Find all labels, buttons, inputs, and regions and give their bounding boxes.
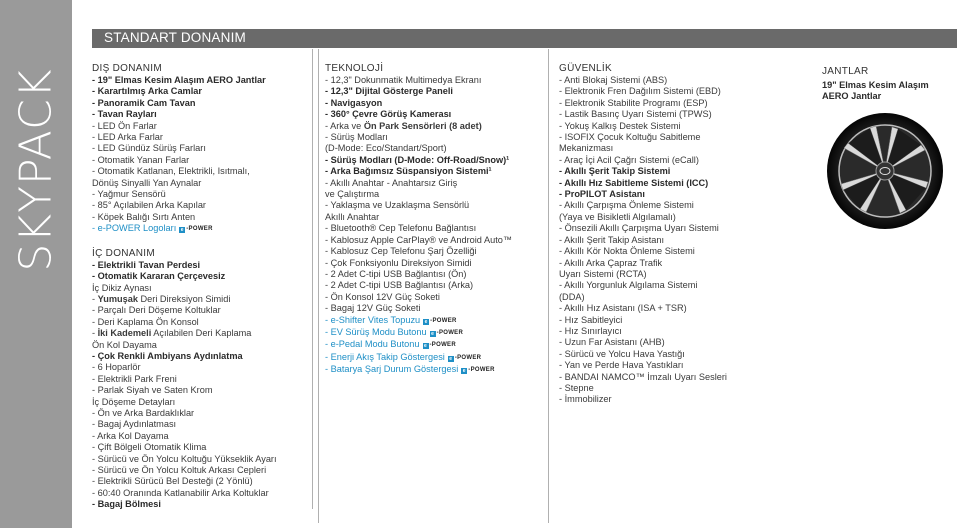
feature-item: - Parçalı Deri Döşeme Koltuklar <box>92 305 221 316</box>
feature-item: - Araç İçi Acil Çağrı Sistemi (eCall) <box>559 154 699 165</box>
feature-item: - Sürücü ve Yolcu Hava Yastığı <box>559 348 685 359</box>
feature-item: İç Dikiz Aynası <box>92 282 152 293</box>
feature-item: - Kablosuz Cep Telefonu Şarj Özelliği <box>325 246 477 257</box>
feature-emphasis: Ön Park Sensörleri (8 adet) <box>363 120 482 131</box>
technology-heading: TEKNOLOJİ <box>325 63 384 74</box>
feature-item: - ProPILOT Asistanı <box>559 189 645 200</box>
feature-item: - Enerji Akış Takip Göstergesi e -POWER <box>325 352 547 364</box>
feature-item: - Yağmur Sensörü <box>92 189 166 200</box>
feature-item: - Yokuş Kalkış Destek Sistemi <box>559 120 681 131</box>
exterior-list <box>92 75 312 236</box>
feature-item: - e-Shifter Vites Topuzu e -POWER <box>325 315 547 327</box>
feature-item: (D-Mode: Eco/Standart/Sport) <box>325 143 447 154</box>
feature-item: - Sürücü ve Ön Yolcu Koltuğu Yükseklik Ayarı <box>92 453 277 464</box>
feature-item: - Elektronik Stabilite Programı (ESP) <box>559 97 708 108</box>
feature-item: - Otomatik Kararan Çerçevesiz <box>92 271 226 282</box>
feature-item: - Otomatik Yanan Farlar <box>92 154 190 165</box>
feature-item: - 2 Adet C-tipi USB Bağlantısı (Ön) <box>325 268 467 279</box>
rims-line-2: AERO Jantlar <box>822 91 882 102</box>
feature-item: Mekanizması <box>559 143 614 154</box>
banner-title: STANDART DONANIM <box>104 30 246 45</box>
epower-logo-icon: e <box>424 318 428 325</box>
interior-list <box>92 260 312 511</box>
rims-heading: JANTLAR <box>822 66 869 77</box>
feature-item: - Bagaj 12V Güç Soketi <box>325 303 421 314</box>
feature-item: - 12,3" Dokunmatik Multimedya Ekranı <box>325 75 482 85</box>
feature-item: İç Döşeme Detayları <box>92 396 176 407</box>
feature-item: - Arka Bağımsız Süspansiyon Sistemi¹ <box>325 166 492 177</box>
feature-item: - 6 Hoparlör <box>92 362 141 373</box>
feature-item: - Elektrikli Tavan Perdesi <box>92 259 201 270</box>
feature-item: - Otomatik Katlanan, Elektrikli, Isıtmalı, <box>92 166 250 177</box>
feature-item: - Anti Blokaj Sistemi (ABS) <box>559 75 668 85</box>
epower-logo-icon: e <box>449 355 453 362</box>
feature-emphasis: Yumuşak <box>97 293 138 304</box>
epower-badge: e -POWER <box>180 226 213 234</box>
feature-item: - LED Arka Farlar <box>92 132 163 143</box>
feature-item: - Elektronik Fren Dağılım Sistemi (EBD) <box>559 86 721 97</box>
feature-item: - İmmobilizer <box>559 394 612 405</box>
feature-item: - Akıllı Hız Sabitleme Sistemi (ICC) <box>559 177 709 188</box>
feature-item: - e-Pedal Modu Butonu e -POWER <box>325 339 547 351</box>
feature-item: - Akıllı Kör Nokta Önleme Sistemi <box>559 246 695 257</box>
feature-item: - Lastik Basınç Uyarı Sistemi (TPWS) <box>559 109 712 120</box>
feature-item: - Hız Sabitleyici <box>559 314 623 325</box>
epower-logo-icon: e <box>431 330 435 337</box>
feature-item: - Navigasyon <box>325 97 383 108</box>
feature-item: - Yumuşak Deri Direksiyon Simidi <box>92 293 231 304</box>
feature-item: (DDA) <box>559 291 585 302</box>
feature-item: - Parlak Siyah ve Saten Krom <box>92 385 213 396</box>
feature-item: - LED Gündüz Sürüş Farları <box>92 143 206 154</box>
feature-item: Dönüş Sinyalli Yan Aynalar <box>92 177 202 188</box>
feature-item: - Akıllı Anahtar - Anahtarsız Giriş <box>325 177 458 188</box>
feature-item: - Deri Kaplama Ön Konsol <box>92 316 199 327</box>
epower-badge: e -POWER <box>424 317 457 325</box>
feature-item: - Tavan Rayları <box>92 109 157 120</box>
epower-logo-icon: e <box>462 368 466 375</box>
feature-item: Uyarı Sistemi (RCTA) <box>559 268 647 279</box>
rims-section <box>822 66 952 103</box>
column-exterior-interior <box>92 63 312 511</box>
feature-item: - Hız Sınırlayıcı <box>559 325 622 336</box>
feature-item: - Kablosuz Apple CarPlay® ve Android Auto™ <box>325 234 513 245</box>
feature-item: - ISOFIX Çocuk Koltuğu Sabitleme <box>559 132 701 143</box>
feature-item: - Stepne <box>559 382 594 393</box>
feature-item: - İki Kademeli Açılabilen Deri Kaplama <box>92 328 252 339</box>
feature-item: - Panoramik Cam Tavan <box>92 97 196 108</box>
feature-item: - 12,3" Dijital Gösterge Paneli <box>325 86 453 97</box>
feature-item: - Karartılmış Arka Camlar <box>92 86 202 97</box>
feature-item: - BANDAI NAMCO™ İmzalı Uyarı Sesleri <box>559 371 727 382</box>
exterior-heading: DIŞ DONANIM <box>92 63 162 74</box>
feature-item: - Akıllı Şerit Takip Asistanı <box>559 234 665 245</box>
feature-item: - Arka ve Ön Park Sensörleri (8 adet) <box>325 120 482 131</box>
feature-emphasis: İki Kademeli <box>97 328 152 339</box>
feature-item: - Akıllı Arka Çapraz Trafik <box>559 257 663 268</box>
feature-item: - Ön Konsol 12V Güç Soketi <box>325 291 440 302</box>
feature-item: - Bagaj Aydınlatması <box>92 419 177 430</box>
feature-item: - Bagaj Bölmesi <box>92 499 161 510</box>
feature-item: - 60:40 Oranında Katlanabilir Arka Koltuklar <box>92 487 269 498</box>
epower-badge: e -POWER <box>462 367 495 375</box>
wheel-image <box>826 112 944 230</box>
side-panel <box>0 0 72 528</box>
feature-item: - Elektrikli Sürücü Bel Desteği (2 Yönlü) <box>92 476 253 487</box>
safety-list <box>559 75 769 406</box>
epower-logo-icon: e <box>423 343 428 350</box>
column-divider <box>312 49 313 509</box>
feature-item: - Sürüş Modları <box>325 132 388 143</box>
epower-badge: e -POWER <box>423 342 456 350</box>
feature-item: - Akıllı Yorgunluk Algılama Sistemi <box>559 280 698 291</box>
feature-item: - Çift Bölgeli Otomatik Klima <box>92 442 207 453</box>
feature-item: - Sürüş Modları (D-Mode: Off-Road/Snow)¹ <box>325 154 510 165</box>
feature-item: - 360° Çevre Görüş Kamerası <box>325 109 452 120</box>
feature-item: - Çok Renkli Ambiyans Aydınlatma <box>92 350 243 361</box>
feature-item: - 85° Açılabilen Arka Kapılar <box>92 200 206 211</box>
feature-item: - Akıllı Çarpışma Önleme Sistemi <box>559 200 694 211</box>
feature-item: - Akıllı Şerit Takip Sistemi <box>559 166 671 177</box>
feature-item: - Batarya Şarj Durum Göstergesi e -POWER <box>325 364 547 376</box>
feature-item: ve Çalıştırma <box>325 189 380 200</box>
feature-item: - Köpek Balığı Sırtı Anten <box>92 211 196 222</box>
feature-item: - Yan ve Perde Hava Yastıkları <box>559 360 684 371</box>
section-banner <box>92 29 957 48</box>
feature-item: - EV Sürüş Modu Butonu e -POWER <box>325 327 547 339</box>
feature-item: - Ön ve Arka Bardaklıklar <box>92 407 195 418</box>
feature-item: - Çok Fonksiyonlu Direksiyon Simidi <box>325 257 472 268</box>
column-safety <box>548 49 769 523</box>
column-technology <box>318 49 547 523</box>
rims-line-1: 19" Elmas Kesim Alaşım <box>822 80 929 90</box>
feature-item: - Elektrikli Park Freni <box>92 373 177 384</box>
technology-list <box>325 75 547 377</box>
feature-item: - e-POWER Logoları e -POWER <box>92 223 312 235</box>
feature-item: - 19" Elmas Kesim Alaşım AERO Jantlar <box>92 75 266 85</box>
interior-heading: İÇ DONANIM <box>92 247 155 259</box>
epower-badge: e -POWER <box>449 354 482 362</box>
feature-item: - Arka Kol Dayama <box>92 430 169 441</box>
feature-item: Akıllı Anahtar <box>325 211 380 222</box>
feature-item: - LED Ön Farlar <box>92 120 157 131</box>
epower-badge: e -POWER <box>431 329 464 337</box>
feature-item: - Yaklaşma ve Uzaklaşma Sensörlü <box>325 200 470 211</box>
feature-item: - 2 Adet C-tipi USB Bağlantısı (Arka) <box>325 280 474 291</box>
feature-item: - Önsezili Akıllı Çarpışma Uyarı Sistemi <box>559 223 719 234</box>
epower-logo-icon: e <box>180 227 184 234</box>
feature-item: - Akıllı Hız Asistanı (ISA + TSR) <box>559 303 687 314</box>
feature-item: - Sürücü ve Ön Yolcu Koltuk Arkası Cepleri <box>92 465 267 475</box>
side-title: SKYPACK <box>10 68 62 272</box>
feature-item: - Bluetooth® Cep Telefonu Bağlantısı <box>325 223 477 234</box>
safety-heading: GÜVENLİK <box>559 63 612 74</box>
feature-item: Ön Kol Dayama <box>92 339 157 350</box>
feature-item: (Yaya ve Bisikletli Algılamalı) <box>559 211 676 222</box>
feature-item: - Uzun Far Asistanı (AHB) <box>559 337 665 348</box>
